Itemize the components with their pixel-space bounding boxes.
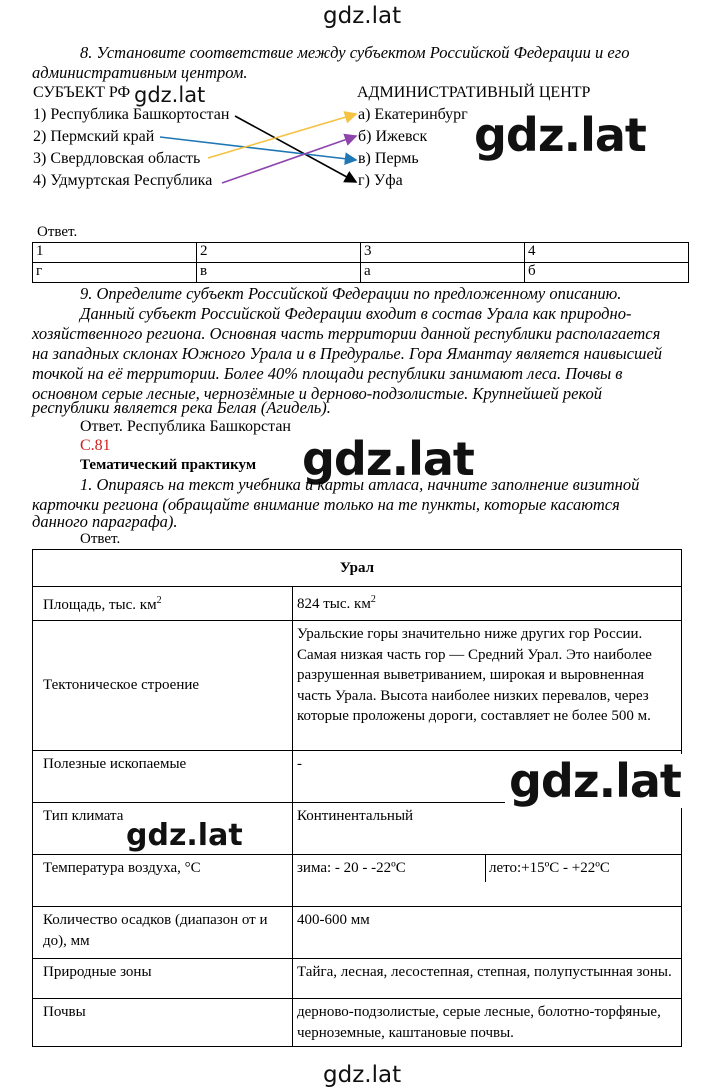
answer-value-2: в [197, 263, 361, 283]
practicum-answer-label: Ответ. [80, 531, 121, 547]
area-value-text: 824 тыс. км [297, 596, 371, 612]
matching-lines [0, 0, 720, 200]
area-label-sup: 2 [156, 595, 162, 607]
subject-3: 3) Свердловская область [33, 150, 201, 167]
task8-text-line2: административным центром. [32, 63, 248, 82]
temperature-winter: зима: - 20 - -22ºС [297, 860, 406, 876]
task9-line5: точкой на её территории. Более 40% площади республики занимают леса. Почвы в [32, 364, 623, 383]
practicum-line3: данного параграфа). [32, 512, 178, 531]
minerals-value: - [293, 751, 682, 803]
answer-header-2: 2 [197, 243, 361, 263]
page-ref: С.81 [80, 437, 111, 454]
center-b: б) Ижевск [358, 128, 428, 145]
line-4-b [222, 136, 356, 183]
answer-value-3: а [361, 263, 525, 283]
line-2-v [160, 137, 356, 160]
area-label-text: Площадь, тыс. км [43, 597, 157, 614]
tectonic-value: Уральские горы значительно ниже других гор России. Самая низкая часть гор — Средний Урал. Это наиболее разрушенная выветриванием, широкая и выровненная часть Урала. Высота наиболее низких перевалов, через которые проложены дороги, составляет не более 500 м. [293, 621, 682, 751]
temperature-value [293, 855, 682, 907]
subject-1: 1) Республика Башкортостан [33, 106, 230, 123]
area-value [293, 587, 682, 621]
area-label [33, 587, 293, 621]
center-c: в) Пермь [358, 150, 419, 167]
task9-line3: хозяйственного региона. Основная часть территории данной республики располагается [32, 324, 661, 343]
practicum-title: Тематический практикум [80, 457, 257, 473]
center-a: а) Екатеринбург [358, 106, 468, 123]
watermark-top: gdz.lat [323, 3, 402, 29]
subject-4: 4) Удмуртская Республика [33, 172, 213, 189]
watermark-small-2: gdz.lat [126, 818, 243, 853]
natural-zones-label: Природные зоны [33, 959, 293, 999]
temperature-summer: лето:+15ºС - +22ºС [485, 855, 677, 882]
precipitation-label: Количество осадков (диапазон от и до), мм [33, 907, 293, 959]
task9-line1: 9. Определите субъект Российской Федерации по предложенному описанию. [80, 284, 622, 303]
task9-line7: республики является река Белая (Агидель). [32, 398, 331, 417]
temperature-label: Температура воздуха, °С [33, 855, 293, 907]
precipitation-value: 400-600 мм [293, 907, 682, 959]
subject-header: СУБЪЕКТ РФ [33, 84, 131, 101]
answer-value-4: б [525, 263, 689, 283]
answer-header-3: 3 [361, 243, 525, 263]
watermark-big-1: gdz.lat [474, 108, 646, 162]
center-d: г) Уфа [358, 172, 403, 189]
area-value-sup: 2 [370, 594, 376, 605]
answer-header-1: 1 [33, 243, 197, 263]
answer-table [32, 242, 689, 283]
watermark-small: gdz.lat [134, 83, 206, 107]
tectonic-label: Тектоническое строение [33, 621, 293, 751]
card-title: Урал [33, 550, 682, 587]
task9-line6: основном серые лесные, чернозёмные и дерново-подзолистые. Крупнейшей рекой [32, 384, 603, 403]
watermark-bottom: gdz.lat [323, 1062, 402, 1088]
watermark-center: gdz.lat [302, 432, 474, 486]
task9-line2: Данный субъект Российской Федерации входит в состав Урала как природно- [80, 304, 632, 323]
task8-answer-label: Ответ. [37, 224, 78, 240]
answer-header-4: 4 [525, 243, 689, 263]
practicum-line1: 1. Опираясь на текст учебника и карты атласа, начните заполнение визитной [80, 475, 640, 494]
soils-label: Почвы [33, 999, 293, 1047]
answer-value-1: г [33, 263, 197, 283]
natural-zones-value: Тайга, лесная, лесостепная, степная, полупустынная зоны. [293, 959, 682, 999]
task9-line4: на западных склонах Южного Урала и в Предуралье. Гора Ямантау является наивысшей [32, 344, 663, 363]
climate-value: Континентальный [293, 803, 682, 855]
subject-2: 2) Пермский край [33, 128, 155, 145]
center-header: АДМИНИСТРАТИВНЫЙ ЦЕНТР [357, 84, 591, 101]
watermark-big-2: gdz.lat [505, 754, 685, 808]
practicum-line2: карточки региона (обращайте внимание только на те пункты, которые касаются [32, 495, 620, 514]
task8-text-line1: 8. Установите соответствие между субъектом Российской Федерации и его [80, 43, 630, 62]
minerals-label: Полезные ископаемые [33, 751, 293, 803]
task9-answer: Ответ. Республика Башкорстан [80, 418, 291, 435]
climate-label: Тип климата [33, 803, 293, 855]
soils-value: дерново-подзолистые, серые лесные, болотно-торфяные, черноземные, каштановые почвы. [293, 999, 682, 1047]
